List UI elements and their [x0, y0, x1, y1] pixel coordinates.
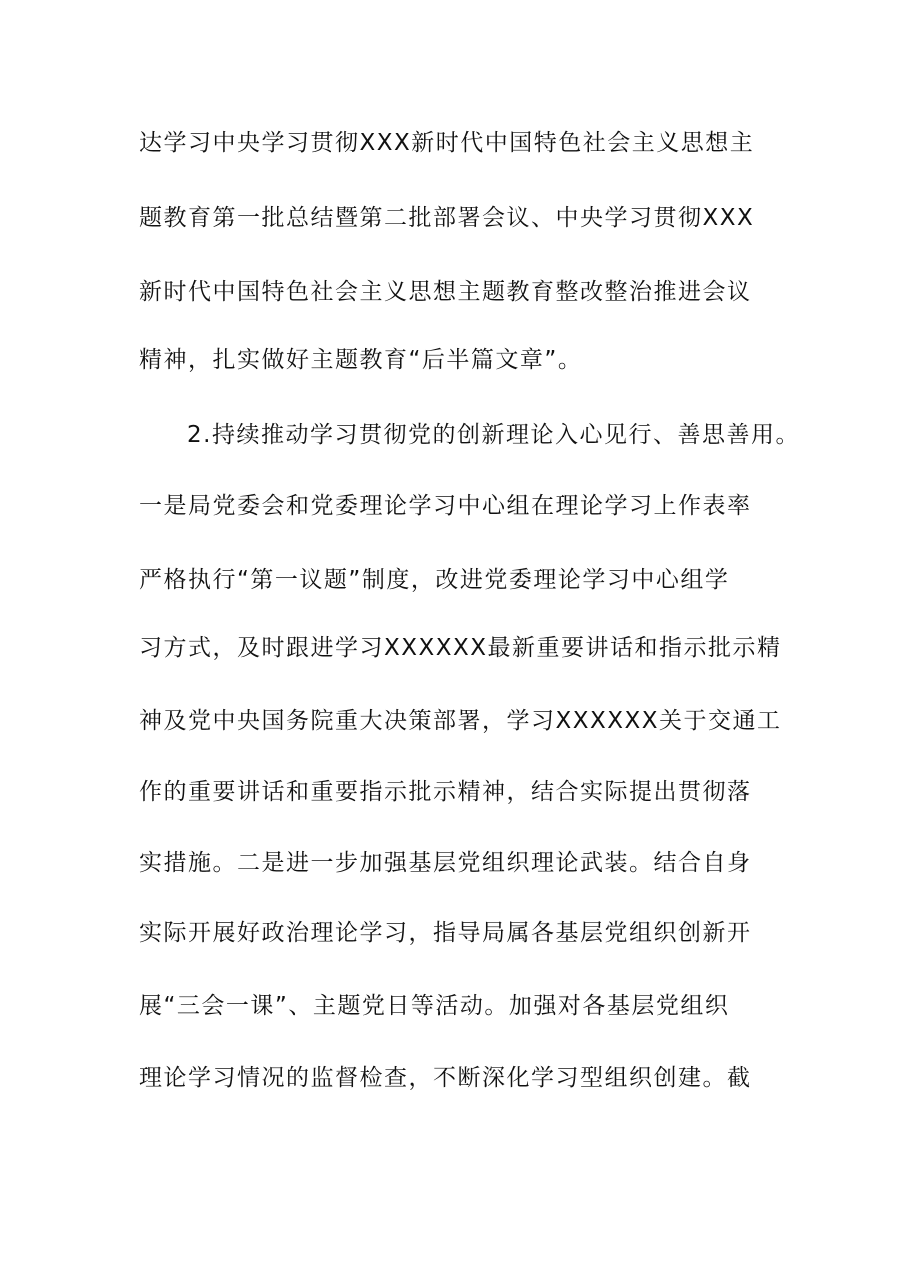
text-line: 严格执行“第一议题”制度，改进党委理论学习中心组学 — [139, 567, 730, 593]
text-line: 达学习中央学习贯彻XXX新时代中国特色社会主义思想主 — [139, 130, 755, 156]
text-line: 展“三会一课”、主题党日等活动。加强对各基层党组织 — [139, 993, 730, 1019]
text-line: 新时代中国特色社会主义思想主题教育整改整治推进会议 — [139, 279, 752, 305]
text-line: 题教育第一批总结暨第二批部署会议、中央学习贯彻XXX — [139, 205, 755, 231]
text-line: 理论学习情况的监督检查，不断深化学习型组织创建。截 — [139, 1065, 752, 1091]
text-line: 实际开展好政治理论学习，指导局属各基层党组织创新开 — [139, 920, 752, 946]
text-line: 神及党中央国务院重大决策部署，学习XXXXXX关于交通工 — [139, 708, 782, 734]
text-line: 作的重要讲话和重要指示批示精神，结合实际提出贯彻落 — [139, 779, 752, 805]
paragraph-heading: 2.持续推动学习贯彻党的创新理论入心见行、善思善用。 — [187, 422, 800, 448]
text-line: 实措施。二是进一步加强基层党组织理论武装。结合自身 — [139, 850, 752, 876]
text-line: 一是局党委会和党委理论学习中心组在理论学习上作表率 — [139, 493, 752, 519]
text-line: 习方式，及时跟进学习XXXXXX最新重要讲话和指示批示精 — [139, 635, 782, 661]
text-line: 精神，扎实做好主题教育“后半篇文章”。 — [139, 347, 583, 373]
